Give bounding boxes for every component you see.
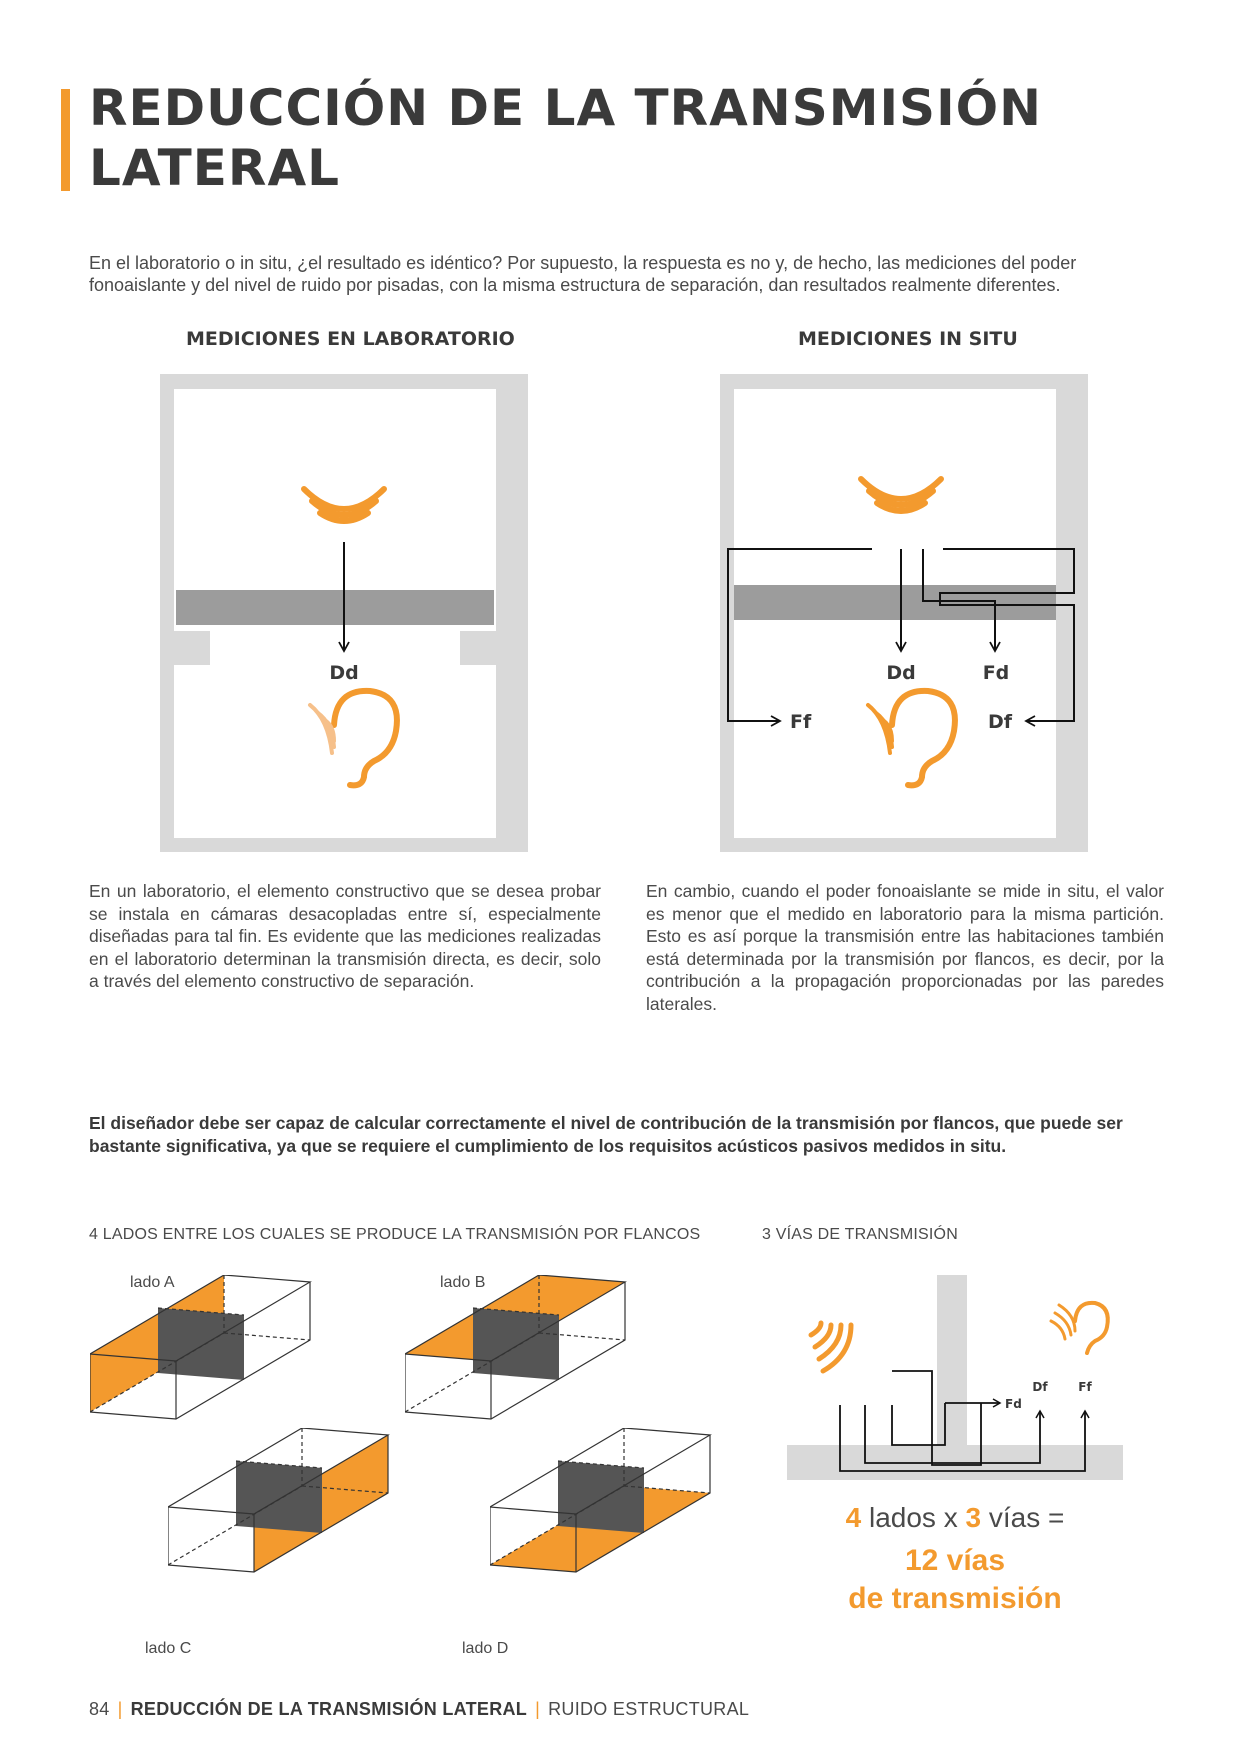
formula-sides-text: lados x (861, 1502, 966, 1533)
insitu-label-df: Df (987, 711, 1013, 733)
paths-caption: 3 VÍAS DE TRANSMISIÓN (762, 1226, 958, 1243)
insitu-heading: MEDICIONES IN SITU (798, 328, 1018, 350)
paths-label-df: Df (1032, 1380, 1048, 1394)
box-lado-d (490, 1428, 715, 1638)
formula-paths-text: vías = (981, 1502, 1065, 1533)
ear-icon (310, 691, 397, 785)
box-lado-c (168, 1428, 393, 1638)
formula-line (785, 1502, 1125, 1534)
lab-diagram (150, 365, 540, 855)
lado-d-label: lado D (462, 1640, 509, 1657)
insitu-label-dd: Dd (886, 662, 916, 684)
insitu-label-fd: Fd (982, 662, 1010, 684)
wall-vertical (937, 1275, 967, 1445)
formula-total (785, 1542, 1125, 1618)
lab-slab (176, 590, 494, 625)
formula-total-line2: de transmisión (848, 1582, 1062, 1615)
insitu-slab (734, 585, 1056, 620)
insitu-paragraph: En cambio, cuando el poder fonoaislante se mide in situ, el valor es menor que el medido en laboratorio para la misma partición. Esto es así porque la transmisión entre las habitaciones también está determinada por la transmisión por flancos, es decir, por la contribución a la propagación proporcionadas por las paredes laterales. (646, 881, 1164, 1014)
page-number: 84 (89, 1699, 110, 1719)
footer-chapter: RUIDO ESTRUCTURAL (548, 1699, 750, 1719)
lab-label-dd: Dd (329, 662, 359, 684)
paths-label-ff: Ff (1078, 1380, 1092, 1394)
sound-source-icon (304, 489, 384, 521)
title-accent-bar (61, 89, 70, 191)
sound-source-icon (811, 1323, 851, 1371)
footer-section: REDUCCIÓN DE LA TRANSMISIÓN LATERAL (130, 1699, 528, 1719)
ear-icon (868, 691, 955, 785)
lado-c-label: lado C (145, 1640, 192, 1657)
sides-caption: 4 LADOS ENTRE LOS CUALES SE PRODUCE LA TRANSMISIÓN POR FLANCOS (89, 1226, 701, 1243)
insitu-label-ff: Ff (790, 711, 812, 733)
formula-total-line1: 12 vías (904, 1544, 1006, 1577)
formula-paths-count: 3 (965, 1502, 982, 1533)
insitu-diagram (710, 365, 1100, 855)
page-title (89, 78, 1089, 198)
formula-sides-count: 4 (845, 1502, 862, 1533)
intro-paragraph: En el laboratorio o in situ, ¿el resultado es idéntico? Por supuesto, la respuesta es no y, de hecho, las mediciones del poder fonoaislante y del nivel de ruido por pisadas, con la misma estructura de separación, dan resultados realmente diferentes. (89, 253, 1077, 295)
lab-paragraph: En un laboratorio, el elemento constructivo que se desea probar se instala en cámaras desacopladas entre sí, especialmente diseñadas para tal fin. Es evidente que las mediciones realizadas en el laboratorio determinan la transmisión directa, es decir, solo a través del elemento constructivo de separación. (89, 881, 601, 992)
page-title-line1: REDUCCIÓN DE LA TRANSMISIÓN (89, 79, 1043, 137)
designer-note: El diseñador debe ser capaz de calcular correctamente el nivel de contribución de la transmisión por flancos, que puede ser bastante significativa, ya que se requiere el cumplimiento de los requisitos acústicos pasivos medidos in situ. (89, 1113, 1123, 1156)
lado-a-label: lado A (130, 1274, 175, 1291)
sound-source-icon (861, 479, 941, 511)
lado-b-label: lado B (440, 1274, 486, 1291)
page-footer: 84 | REDUCCIÓN DE LA TRANSMISIÓN LATERAL | RUIDO ESTRUCTURAL (89, 1699, 750, 1719)
ear-icon (1051, 1303, 1108, 1353)
lab-heading: MEDICIONES EN LABORATORIO (186, 328, 515, 350)
page-title-line2: LATERAL (89, 139, 340, 197)
paths-diagram (785, 1275, 1125, 1485)
paths-label-fd: Fd (1005, 1397, 1022, 1411)
